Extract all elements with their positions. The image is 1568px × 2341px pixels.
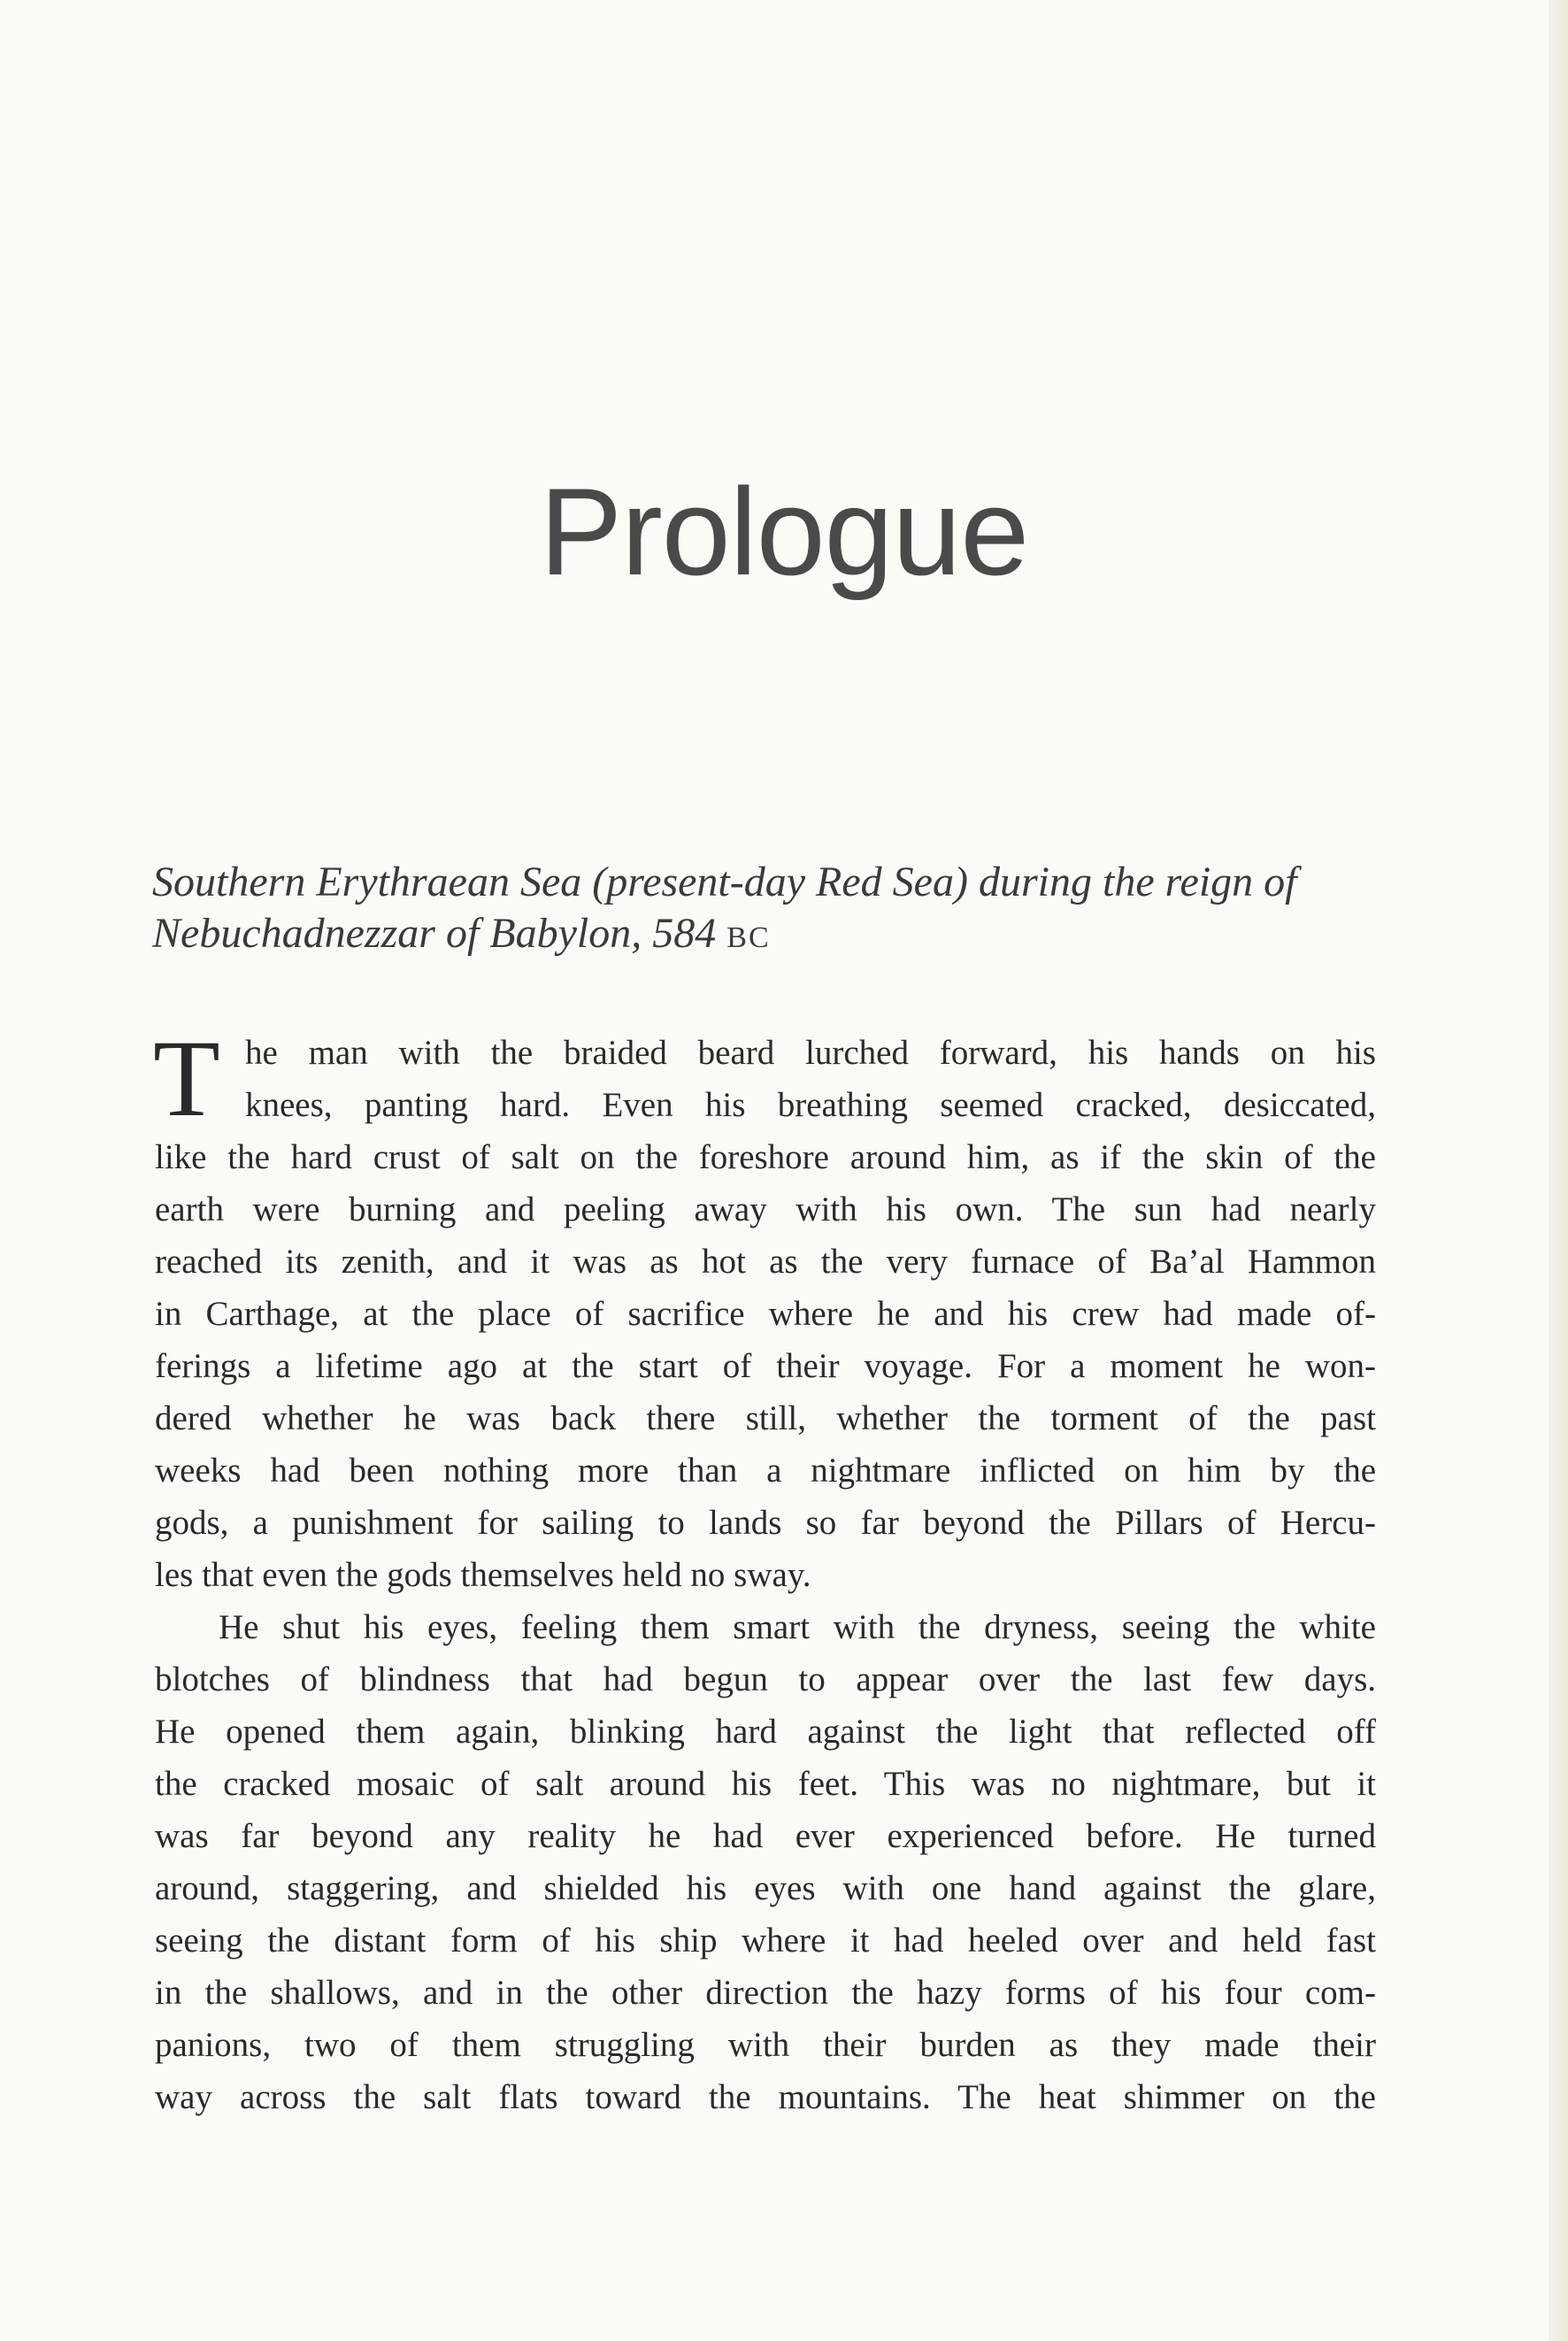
text-line: knees, panting hard. Even his breathing seemed cracked, desiccated, [245, 1086, 1376, 1124]
setting-caption [152, 857, 1391, 964]
text-line: around, staggering, and shielded his eyes with one hand against the glare, [155, 1869, 1376, 1907]
text-line: dered whether he was back there still, whether the torment of the past [155, 1399, 1376, 1437]
text-line: panions, two of them struggling with their burden as they made their [155, 2026, 1376, 2064]
text-line: he man with the braided beard lurched forward, his hands on his [245, 1034, 1376, 1072]
text-line: He opened them again, blinking hard against the light that reflected off [155, 1713, 1376, 1751]
body-text [153, 1018, 1376, 2123]
setting-line-2: Nebuchadnezzar of Babylon, 584 [152, 910, 717, 957]
page-edge [1549, 0, 1568, 2341]
paragraph-2 [155, 1601, 1376, 2123]
setting-era: BC [726, 921, 771, 954]
chapter-title: Prologue [539, 462, 1029, 601]
paragraph-1 [153, 1018, 1376, 1601]
text-line: gods, a punishment for sailing to lands so far beyond the Pillars of Hercu- [155, 1504, 1376, 1542]
text-line: reached its zenith, and it was as hot as the very furnace of Ba’al Hammon [155, 1243, 1376, 1281]
text-line: in Carthage, at the place of sacrifice where he and his crew had made of- [155, 1295, 1376, 1333]
drop-cap: T [153, 1018, 220, 1139]
text-line: way across the salt flats toward the mountains. The heat shimmer on the [155, 2078, 1376, 2116]
text-line: les that even the gods themselves held no sway. [155, 1556, 811, 1594]
text-line: earth were burning and peeling away with his own. The sun had nearly [155, 1190, 1376, 1228]
text-line: like the hard crust of salt on the foreshore around him, as if the skin of the [155, 1138, 1376, 1176]
text-line: ferings a lifetime ago at the start of their voyage. For a moment he won- [155, 1347, 1376, 1385]
text-line: the cracked mosaic of salt around his feet. This was no nightmare, but it [155, 1765, 1376, 1803]
text-line: seeing the distant form of his ship where it had heeled over and held fast [155, 1921, 1376, 1960]
text-line: He shut his eyes, feeling them smart with the dryness, seeing the white [219, 1608, 1376, 1646]
text-line: weeks had been nothing more than a nightmare inflicted on him by the [155, 1452, 1376, 1490]
text-line: blotches of blindness that had begun to appear over the last few days. [155, 1660, 1376, 1698]
text-line: in the shallows, and in the other direction the hazy forms of his four com- [155, 1974, 1376, 2012]
setting-line-1: Southern Erythraean Sea (present-day Red Sea) during the reign of [152, 859, 1297, 905]
text-line: was far beyond any reality he had ever experienced before. He turned [155, 1817, 1376, 1855]
